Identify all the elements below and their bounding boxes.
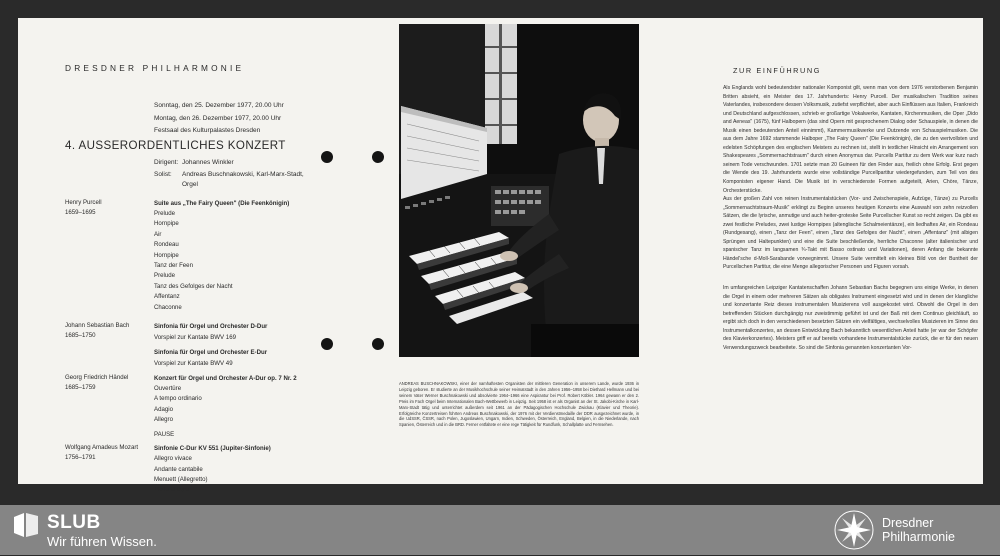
piece-subtitle: Vorspiel zur Kantate BWV 49 <box>154 360 233 368</box>
concert-dates <box>154 100 284 138</box>
piece-title: Suite aus „The Fairy Queen" (Die Feenkönigin) <box>154 200 290 207</box>
intro-heading: ZUR EINFÜHRUNG <box>733 66 822 75</box>
piece-subtitle: Vorspiel zur Kantate BWV 169 <box>154 334 236 342</box>
work-purcell <box>65 199 315 322</box>
conductor-row <box>154 158 312 169</box>
program-sheet <box>18 18 983 494</box>
composer-dates: 1685–1759 <box>65 384 96 392</box>
venue-line: Festsaal des Kulturpalastes Dresden <box>154 127 261 134</box>
intro-paragraph: Aus der großen Zahl von reinen Instrumentalstücken (Vor- und Zwischenspiele, Aufzüge, Tänze) zu Purcells „Sommernachtstraum-Musik" erklingt zu Beginn unseres heutigen Konzerts eine Auswahl von zehn reizvollen Sätzen, die die lyrische, anmutige und auch heiter-groteske Seite Purcellscher Kunst so recht zeigen. Da gibt es zwei festliche Preludes, zwei lustige Hornpipes (altenglische Schalmeientänze), ein liedhaftes Air, ein Rondeau (Rundgesang), einen „Tanz der Feen", einen „Tanz des Gefolges der Nacht", einen „Affentanz" (mit albigen Sprüngen und Haltepunkten) und eine die Suite beschließende, herrliche Chaconne (alter italienischer und spanischer Tanz im langsamen ¾-Takt mit Basso ostinato und Variationen), deren Anfang die bekannte Händel'sche d-Moll-Sarabande vorwegnimmt. Unsere Suite vermittelt ein kleines Bild von der Buntheit der Purcellschen Partitur, die eine Menge allegorischer Personen und Figuren vorsah. <box>723 196 978 271</box>
soloist-label: Solist: <box>154 170 172 178</box>
philharmonie-name-line2: Philharmonie <box>882 529 955 544</box>
composer-name: Johann Sebastian Bach <box>65 322 130 330</box>
soloist-name: Andreas Buschnakowski, Karl-Marx-Stadt, Orgel <box>182 170 304 188</box>
works-list <box>65 199 315 496</box>
movement: Prelude <box>154 210 176 217</box>
composer-dates: 1659–1695 <box>65 209 96 216</box>
movement: Rondeau <box>154 241 179 249</box>
movement: Chaconne <box>154 303 182 311</box>
pause-label: PAUSE <box>154 430 175 438</box>
viewer-footer <box>0 505 1000 555</box>
soloist-row <box>154 170 312 191</box>
photo-caption: ANDREAS BUSCHNAKOWSKI, einer der namhaftesten Organisten der mittleren Generation in unserem Lande, wurde 1936 in Leipzig geboren. Er studierte an der Musikhochschule seiner Heimatstadt in den Jahren 1956–1958 bei Diethard Hellmann und bei seinem Vater Werner Buschnakowski und absolvierte 1964–1966 eine Aspirantur bei Prof. Robert Köbler. 1964 gewann er den 2. Preis im Fach Orgel beim Internationalen Bach-Wettbewerb in Leipzig. Seit 1958 ist er als Organist an der St. Jakobi-Kirche in Karl-Marx-Stadt tätig und unterrichtet außerdem seit 1961 an der Pädagogischen Hochschule Zwickau (Klavier und Theorie). Erfolgreiche Konzertreisen führten Andreas Buschnakowski, der 1976 mit der Verdienstmedaille der DDR ausgezeichnet wurde, in die UdSSR, ČSSR, nach Polen, Jugoslawien, Ungarn, Indien, Schweden, Österreich, England, Belgien, in die Niederlande, nach Spanien, Österreich und in die BRD. Ferner entfaltete er eine rege Tätigkeit für Rundfunk, Schallplatte und Fernsehen. <box>399 381 639 428</box>
movement: Tanz des Gefolges der Nacht <box>154 282 233 290</box>
intro-paragraph: Im umfangreichen Leipziger Kantatenschaffen Johann Sebastian Bachs begegnen uns einige Werke, in denen die Orgel in einem oder mehreren Sätzen als obligates Instrument eingesetzt wird und in denen der klangliche und konzertante Reiz dieses instrumentalen Musizierens voll ausgekostet wird. Obwohl die Orgel in den betreffenden Stücken durchgängig nur zweistimmig geführt ist und der Baß mit dem Continuo gleichläuft, so ergibt sich doch in den verschiedenen besetzten Sätzen ein vielfältiges, wechselvolles Musizieren im Sinne des Instrumentalkonzertes, an dessen Entwicklung Bach bekanntlich wesentlichen Anteil hatte (er war der Schöpfer des Klavierkonzertes). Meisters griff er auf bereits vorhandene Instrumentalstücke zurück, die er für den neuen Verwendungszweck bearbeitete. So sind die Sinfonia genannten konzertanten Vor- <box>723 285 978 351</box>
movement: Allegro vivace <box>154 455 192 463</box>
piece-title: Sinfonie C-Dur KV 551 (Jupiter-Sinfonie) <box>154 445 271 453</box>
photo-panel <box>318 18 692 484</box>
movement: Andante cantabile <box>154 465 203 473</box>
piece-title: Sinfonia für Orgel und Orchester E-Dur <box>154 349 268 357</box>
concert-title: 4. AUSSERORDENTLICHES KONZERT <box>65 139 286 152</box>
composer-name: Henry Purcell <box>65 199 102 206</box>
work-mozart <box>65 444 315 496</box>
philharmonie-name[interactable] <box>882 517 955 544</box>
date-line: Montag, den 26. Dezember 1977, 20.00 Uhr <box>154 114 282 122</box>
library-tagline: Wir führen Wissen. <box>47 534 157 549</box>
movement: Adagio <box>154 405 173 413</box>
library-name[interactable]: SLUB <box>47 512 101 533</box>
conductor-name: Johannes Winkler <box>182 159 234 166</box>
composer-name: Wolfgang Amadeus Mozart <box>65 444 139 452</box>
movement: A tempo ordinario <box>154 395 202 403</box>
composer-dates: 1685–1750 <box>65 332 96 340</box>
movement: Tanz der Feen <box>154 262 193 270</box>
work-haendel <box>65 374 315 444</box>
philharmonie-logo-icon[interactable] <box>833 509 875 551</box>
movement: Menuett (Allegretto) <box>154 475 208 483</box>
work-bach <box>65 322 315 374</box>
composer-name: Georg Friedrich Händel <box>65 374 129 382</box>
organist-photo <box>399 24 639 357</box>
movement: Affentanz <box>154 293 180 301</box>
orchestra-heading: DRESDNER PHILHARMONIE <box>65 63 245 73</box>
intro-text <box>723 84 978 364</box>
movement: Ouvertüre <box>154 385 182 393</box>
movement: Molto allegro <box>154 486 189 494</box>
slub-logo-icon[interactable] <box>14 513 38 537</box>
program-panel <box>18 18 318 494</box>
philharmonie-name-line1: Dresdner <box>882 516 934 530</box>
movement: Hornpipe <box>154 251 179 259</box>
intro-paragraph: Als Englands wohl bedeutendster nationaler Komponist gilt, wenn man von dem 1976 verstorbenen Benjamin Britten absieht, ein Meister des 17. Jahrhunderts: Henry Purcell. Der musikalischen Tradition seines Vaterlandes, insbesondere dessen Volksmusik, zutiefst verpflichtet, aber auch Einflüssen aus Italien, Frankreich und Deutschland aufgeschlossen, schrieb er großartige Vokalwerke, Kantaten, Kirchenmusiken, die Oper „Dido and Aeneas" (1675), fünf Halbopern (das sind Opern mit gesprochenem Dialog oder Schauspiele, in denen die Musik einen bedeutenden Anteil einnimmt), Kammermusikwerke und Dutzende von Schauspielmusiken. Die aus dem Jahre 1692 stammende Halboper „The Fairy Queen" (Die Feenkönigin), die zu den wertvollsten und edelsten Schöpfungen des englischen Meisters zu rechnen ist, stellt in textlicher Hinsicht ein Arrangement von Shakespeares „Sommernachtstraum" durch einen Anonymus dar. Purcells Partitur zu dem Werk war kurz nach seinem Tode verschwunden. 1701 setzte man 20 Guineen für den Finder aus, freilich ohne Erfolg. Erst gegen die Wende des 19. Jahrhunderts wurde eine vollständige Purcellpartitur wiedergefunden, zum Teil von des Komponisten eigener Hand. Die Musik ist in verschiedenste Formen aufgeteilt, Arien, Chöre, Tänze, Orchesterstücke. <box>723 85 978 194</box>
movement: Prelude <box>154 272 176 280</box>
movement: Air <box>154 230 162 238</box>
composer-dates: 1756–1791 <box>65 454 96 462</box>
conductor-label: Dirigent: <box>154 159 179 166</box>
piece-title: Konzert für Orgel und Orchester A-Dur op. 7 Nr. 2 <box>154 375 297 383</box>
performers <box>154 158 312 191</box>
movement: Hornpipe <box>154 220 179 228</box>
introduction-panel <box>692 18 983 484</box>
piece-title: Sinfonia für Orgel und Orchester D-Dur <box>154 323 268 331</box>
movement: Allegro <box>154 416 173 424</box>
date-line: Sonntag, den 25. Dezember 1977, 20.00 Uhr <box>154 102 284 109</box>
